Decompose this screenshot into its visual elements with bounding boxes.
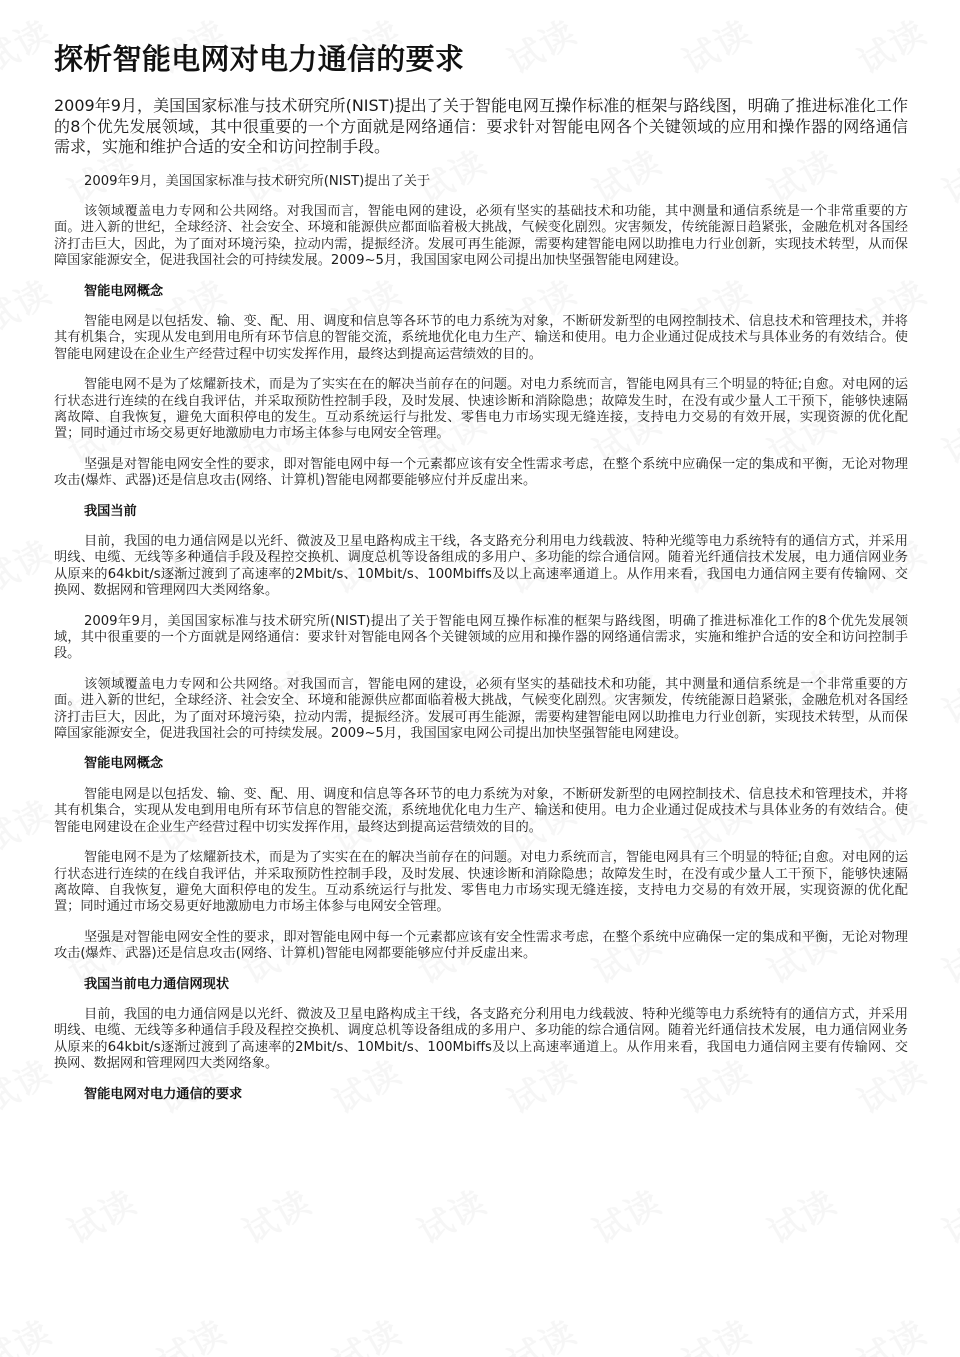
watermark-mark bbox=[0, 525, 59, 603]
paragraph: 智能电网是以包括发、输、变、配、用、调度和信息等各环节的电力系统为对象，不断研发新型的电网控制技术、信息技术和管理技术，并将其有机集合，实现从发电到用电所有环节信息的智能交流，系统地优化电力生产、输送和使用。电力企业通过促成技术与具体业务的有效结合。使智能电网建设在企业生产经营过程中切实发挥作用，最终达到提高运营绩效的目的。 bbox=[54, 786, 908, 835]
watermark-mark bbox=[233, 1175, 320, 1253]
paragraph: 该领域覆盖电力专网和公共网络。对我国而言，智能电网的建设，必须有坚实的基础技术和功能，其中测量和通信系统是一个非常重要的方面。进入新的世纪，全球经济、社会安全、环境和能源供应都面临着极大挑战，气候变化剧烈。灾害频发，传统能源日趋紧张，金融危机对各国经济打击巨大，因此，为了面对环境污染，拉动内需，提振经济。发展可再生能源，需要构建智能电网以助推电力行业创新，实现技术转型，从而保障国家能源安全，促进我国社会的可持续发展。2009~5月，我国国家电网公司提出加快坚强智能电网建设。 bbox=[54, 203, 908, 269]
page-title: 探析智能电网对电力通信的要求 bbox=[54, 42, 465, 76]
section-heading: 智能电网对电力通信的要求 bbox=[84, 1086, 243, 1102]
section-heading: 我国当前 bbox=[84, 503, 137, 519]
intro-paragraph: 2009年9月，美国国家标准与技术研究所(NIST)提出了关于智能电网互操作标准的框架与路线图，明确了推进标准化工作的8个优先发展领域，其中很重要的一个方面就是网络通信：要求针对智能电网各个关键领域的应用和操作器的网络通信需求，实施和维护合适的安全和访问控制手段。 bbox=[54, 96, 908, 156]
paragraph: 坚强是对智能电网安全性的要求，即对智能电网中每一个元素都应该有安全性需求考虑，在整个系统中应确保一定的集成和平衡，无论对物理攻击(爆炸、武器)还是信息攻击(网络、计算机)智能电网都要能够应付并反虚出来。 bbox=[54, 456, 908, 489]
watermark-mark bbox=[933, 135, 960, 213]
watermark-mark bbox=[0, 785, 59, 863]
watermark-mark bbox=[148, 1305, 235, 1357]
watermark-mark bbox=[933, 1175, 960, 1253]
watermark-mark bbox=[0, 265, 59, 343]
watermark-mark bbox=[933, 655, 960, 733]
section-heading: 智能电网概念 bbox=[84, 756, 164, 772]
paragraph: 智能电网不是为了炫耀新技术，而是为了实实在在的解决当前存在的问题。对电力系统而言，智能电网具有三个明显的特征;自愈。对电网的运行状态进行连续的在线自我评估，并采取预防性控制手段，及时发展、快速诊断和消除隐患；故障发生时，在没有或少量人工干预下，能够快速隔离故障、自我恢复，避免大面积停电的发生。互动系统运行与批发、零售电力市场实现无缝连接，支持电力交易的有效开展，实现资源的优化配置；同时通过市场交易更好地激励电力市场主体参与电网安全管理。 bbox=[54, 850, 908, 915]
paragraph: 目前，我国的电力通信网是以光纤、微波及卫星电路构成主干线，各支路充分利用电力线载波、特种光缆等电力系统特有的通信方式，并采用明线、电缆、无线等多种通信手段及程控交换机、调度总机等设备组成的多用户、多功能的综合通信网。随着光纤通信技术发展，电力通信网业务从原来的64kbit/s逐渐过渡到了高速率的2Mbit/s、10Mbit/s、100Mbiffs及以上高速率通道上。从作用来看，我国电力通信网主要有传输网、交换网、数据网和管理网四大类网络象。 bbox=[54, 534, 908, 599]
watermark-mark bbox=[323, 1305, 410, 1357]
watermark-mark bbox=[758, 1175, 845, 1253]
paragraph: 2009年9月，美国国家标准与技术研究所(NIST)提出了关于智能电网互操作标准的框架与路线图，明确了推进标准化工作的8个优先发展领域，其中很重要的一个方面就是网络通信：要求针对智能电网各个关键领域的应用和操作器的网络通信需求，实施和维护合适的安全和访问控制手段。 bbox=[54, 613, 908, 662]
paragraph: 智能电网不是为了炫耀新技术，而是为了实实在在的解决当前存在的问题。对电力系统而言，智能电网具有三个明显的特征;自愈。对电网的运行状态进行连续的在线自我评估，并采取预防性控制手段，及时发展、快速诊断和消除隐患；故障发生时，在没有或少量人工干预下，能够快速隔离故障、自我恢复，避免大面积停电的发生。互动系统运行与批发、零售电力市场实现无缝连接，支持电力交易的有效开展，实现资源的优化配置；同时通过市场交易更好地激励电力市场主体参与电网安全管理。 bbox=[54, 377, 908, 442]
watermark-mark bbox=[0, 1045, 59, 1123]
paragraph: 智能电网是以包括发、输、变、配、用、调度和信息等各环节的电力系统为对象，不断研发新型的电网控制技术、信息技术和管理技术，并将其有机集合，实现从发电到用电所有环节信息的智能交流，系统地优化电力生产、输送和使用。电力企业通过促成技术与具体业务的有效结合。使智能电网建设在企业生产经营过程中切实发挥作用，最终达到提高运营绩效的目的。 bbox=[54, 313, 908, 362]
watermark-mark bbox=[933, 395, 960, 473]
paragraph: 目前，我国的电力通信网是以光纤、微波及卫星电路构成主干线，各支路充分利用电力线载波、特种光缆等电力系统特有的通信方式，并采用明线、电缆、无线等多种通信手段及程控交换机、调度总机等设备组成的多用户、多功能的综合通信网。随着光纤通信技术发展，电力通信网业务从原来的64kbit/s逐渐过渡到了高速率的2Mbit/s、10Mbit/s、100Mbiffs及以上高速率通道上。从作用来看，我国电力通信网主要有传输网、交换网、数据网和管理网四大类网络象。 bbox=[54, 1006, 908, 1072]
watermark-mark bbox=[58, 1175, 145, 1253]
watermark-mark bbox=[0, 1305, 59, 1357]
watermark-mark bbox=[583, 1175, 670, 1253]
paragraph: 该领域覆盖电力专网和公共网络。对我国而言，智能电网的建设，必须有坚实的基础技术和功能，其中测量和通信系统是一个非常重要的方面。进入新的世纪，全球经济、社会安全、环境和能源供应都面临着极大挑战，气候变化剧烈。灾害频发，传统能源日趋紧张，金融危机对各国经济打击巨大，因此，为了面对环境污染，拉动内需，提振经济。发展可再生能源，需要构建智能电网以助推电力行业创新，实现技术转型，从而保障国家能源安全，促进我国社会的可持续发展。2009~5月，我国国家电网公司提出加快坚强智能电网建设。 bbox=[54, 676, 908, 742]
watermark-mark bbox=[673, 1305, 760, 1357]
document-content bbox=[54, 40, 908, 1117]
paragraph: 坚强是对智能电网安全性的要求，即对智能电网中每一个元素都应该有安全性需求考虑，在整个系统中应确保一定的集成和平衡，无论对物理攻击(爆炸、武器)还是信息攻击(网络、计算机)智能电网都要能够应付并反虚出来。 bbox=[54, 929, 908, 962]
paragraph: 2009年9月，美国国家标准与技术研究所(NIST)提出了关于 bbox=[84, 173, 431, 189]
watermark-mark bbox=[0, 5, 59, 83]
watermark-mark bbox=[848, 1305, 935, 1357]
section-heading: 我国当前电力通信网现状 bbox=[84, 976, 230, 992]
watermark-mark bbox=[498, 1305, 585, 1357]
section-heading: 智能电网概念 bbox=[84, 283, 164, 299]
watermark-mark bbox=[933, 915, 960, 993]
watermark-mark bbox=[408, 1175, 495, 1253]
